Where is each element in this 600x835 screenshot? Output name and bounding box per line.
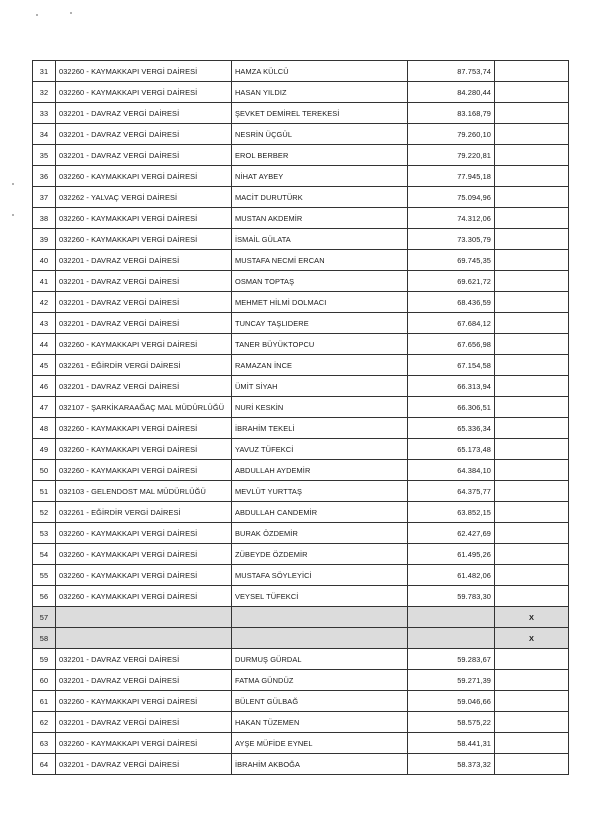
taxpayer-name-cell: FATMA GÜNDÜZ [232,670,408,691]
table-row [33,502,569,523]
mark-cell [495,586,569,607]
row-number: 55 [33,565,56,586]
amount-cell: 59.046,66 [408,691,495,712]
row-number: 58 [33,628,56,649]
table-row [33,460,569,481]
taxpayer-name-cell: BÜLENT GÜLBAĞ [232,691,408,712]
tax-office-cell: 032260 - KAYMAKKAPI VERGİ DAİRESİ [56,439,232,460]
table-row [33,649,569,670]
mark-cell [495,124,569,145]
tax-office-cell: 032260 - KAYMAKKAPI VERGİ DAİRESİ [56,544,232,565]
taxpayer-name-cell: MUSTAN AKDEMİR [232,208,408,229]
taxpayer-table [32,60,569,775]
taxpayer-name-cell: ABDULLAH CANDEMİR [232,502,408,523]
amount-cell: 77.945,18 [408,166,495,187]
taxpayer-name-cell: MUSTAFA NECMİ ERCAN [232,250,408,271]
amount-cell: 73.305,79 [408,229,495,250]
mark-cell: X [495,628,569,649]
mark-cell [495,670,569,691]
amount-cell: 66.313,94 [408,376,495,397]
taxpayer-name-cell: HAMZA KÜLCÜ [232,61,408,82]
tax-office-cell: 032260 - KAYMAKKAPI VERGİ DAİRESİ [56,166,232,187]
amount-cell: 58.373,32 [408,754,495,775]
taxpayer-name-cell: ABDULLAH AYDEMİR [232,460,408,481]
table-row [33,607,569,628]
scan-speck [70,12,72,14]
row-number: 50 [33,460,56,481]
table-row [33,166,569,187]
mark-cell [495,334,569,355]
row-number: 63 [33,733,56,754]
table-row [33,691,569,712]
mark-cell [495,313,569,334]
taxpayer-name-cell: NESRİN ÜÇGÜL [232,124,408,145]
row-number: 52 [33,502,56,523]
tax-office-cell: 032260 - KAYMAKKAPI VERGİ DAİRESİ [56,208,232,229]
taxpayer-name-cell: İSMAİL GÜLATA [232,229,408,250]
tax-office-cell: 032201 - DAVRAZ VERGİ DAİRESİ [56,124,232,145]
amount-cell: 64.375,77 [408,481,495,502]
tax-office-cell: 032260 - KAYMAKKAPI VERGİ DAİRESİ [56,334,232,355]
amount-cell: 67.684,12 [408,313,495,334]
table-row [33,586,569,607]
taxpayer-name-cell: DURMUŞ GÜRDAL [232,649,408,670]
amount-cell: 68.436,59 [408,292,495,313]
tax-office-cell: 032103 - GELENDOST MAL MÜDÜRLÜĞÜ [56,481,232,502]
table-row [33,712,569,733]
table-row [33,145,569,166]
tax-office-cell: 032201 - DAVRAZ VERGİ DAİRESİ [56,376,232,397]
taxpayer-name-cell [232,628,408,649]
table-row [33,376,569,397]
scan-speck [36,14,38,16]
tax-office-cell: 032261 - EĞİRDİR VERGİ DAİRESİ [56,502,232,523]
taxpayer-name-cell: EROL BERBER [232,145,408,166]
mark-cell [495,544,569,565]
table-row [33,670,569,691]
taxpayer-name-cell: RAMAZAN İNCE [232,355,408,376]
tax-office-cell: 032201 - DAVRAZ VERGİ DAİRESİ [56,292,232,313]
row-number: 34 [33,124,56,145]
mark-cell [495,649,569,670]
mark-cell [495,754,569,775]
row-number: 39 [33,229,56,250]
row-number: 31 [33,61,56,82]
tax-office-cell: 032260 - KAYMAKKAPI VERGİ DAİRESİ [56,565,232,586]
table-row [33,124,569,145]
scan-speck [12,183,14,185]
tax-office-cell: 032260 - KAYMAKKAPI VERGİ DAİRESİ [56,733,232,754]
taxpayer-name-cell: MEHMET HİLMİ DOLMACI [232,292,408,313]
amount-cell: 79.220,81 [408,145,495,166]
tax-office-cell: 032107 - ŞARKİKARAAĞAÇ MAL MÜDÜRLÜĞÜ [56,397,232,418]
amount-cell: 74.312,06 [408,208,495,229]
taxpayer-name-cell: MACİT DURUTÜRK [232,187,408,208]
tax-office-cell: 032201 - DAVRAZ VERGİ DAİRESİ [56,103,232,124]
mark-cell [495,103,569,124]
amount-cell: 83.168,79 [408,103,495,124]
table-row [33,292,569,313]
amount-cell: 59.783,30 [408,586,495,607]
amount-cell: 87.753,74 [408,61,495,82]
mark-cell [495,439,569,460]
mark-cell [495,565,569,586]
table-row [33,523,569,544]
mark-cell [495,250,569,271]
amount-cell: 75.094,96 [408,187,495,208]
taxpayer-name-cell: İBRAHİM TEKELİ [232,418,408,439]
amount-cell: 69.621,72 [408,271,495,292]
mark-cell [495,712,569,733]
amount-cell: 66.306,51 [408,397,495,418]
mark-cell [495,61,569,82]
table-row [33,187,569,208]
mark-cell [495,145,569,166]
mark-cell [495,418,569,439]
amount-cell: 63.852,15 [408,502,495,523]
taxpayer-name-cell: NURİ KESKİN [232,397,408,418]
taxpayer-name-cell: MEVLÜT YURTTAŞ [232,481,408,502]
amount-cell [408,607,495,628]
amount-cell: 84.280,44 [408,82,495,103]
mark-cell [495,691,569,712]
mark-cell [495,292,569,313]
taxpayer-name-cell: NİHAT AYBEY [232,166,408,187]
mark-cell [495,271,569,292]
row-number: 41 [33,271,56,292]
tax-office-cell: 032201 - DAVRAZ VERGİ DAİRESİ [56,670,232,691]
amount-cell: 58.575,22 [408,712,495,733]
tax-office-cell: 032201 - DAVRAZ VERGİ DAİRESİ [56,712,232,733]
table-row [33,439,569,460]
table-row [33,544,569,565]
tax-office-cell: 032260 - KAYMAKKAPI VERGİ DAİRESİ [56,460,232,481]
taxpayer-name-cell: ÜMİT SİYAH [232,376,408,397]
row-number: 42 [33,292,56,313]
mark-cell [495,502,569,523]
amount-cell: 64.384,10 [408,460,495,481]
taxpayer-name-cell: HAKAN TÜZEMEN [232,712,408,733]
row-number: 37 [33,187,56,208]
mark-cell [495,229,569,250]
amount-cell: 59.271,39 [408,670,495,691]
taxpayer-name-cell: YAVUZ TÜFEKCİ [232,439,408,460]
row-number: 51 [33,481,56,502]
row-number: 46 [33,376,56,397]
row-number: 57 [33,607,56,628]
row-number: 54 [33,544,56,565]
tax-office-cell: 032201 - DAVRAZ VERGİ DAİRESİ [56,313,232,334]
table-row [33,61,569,82]
row-number: 33 [33,103,56,124]
amount-cell: 65.336,34 [408,418,495,439]
row-number: 64 [33,754,56,775]
amount-cell: 79.260,10 [408,124,495,145]
amount-cell: 59.283,67 [408,649,495,670]
row-number: 36 [33,166,56,187]
tax-office-cell: 032261 - EĞİRDİR VERGİ DAİRESİ [56,355,232,376]
table-row [33,82,569,103]
tax-office-cell: 032201 - DAVRAZ VERGİ DAİRESİ [56,271,232,292]
row-number: 48 [33,418,56,439]
mark-cell [495,733,569,754]
tax-office-cell: 032260 - KAYMAKKAPI VERGİ DAİRESİ [56,82,232,103]
table-row [33,271,569,292]
row-number: 53 [33,523,56,544]
amount-cell: 61.495,26 [408,544,495,565]
taxpayer-name-cell: MUSTAFA SÖYLEYİCİ [232,565,408,586]
amount-cell: 69.745,35 [408,250,495,271]
row-number: 44 [33,334,56,355]
table-row [33,565,569,586]
table-row [33,733,569,754]
table-row [33,250,569,271]
tax-office-cell: 032201 - DAVRAZ VERGİ DAİRESİ [56,250,232,271]
table-body [33,61,569,775]
taxpayer-name-cell: İBRAHİM AKBOĞA [232,754,408,775]
taxpayer-name-cell: ZÜBEYDE ÖZDEMİR [232,544,408,565]
taxpayer-name-cell: ŞEVKET DEMİREL TEREKESİ [232,103,408,124]
tax-office-cell: 032201 - DAVRAZ VERGİ DAİRESİ [56,145,232,166]
mark-cell [495,355,569,376]
amount-cell: 62.427,69 [408,523,495,544]
table-row [33,103,569,124]
tax-office-cell: 032260 - KAYMAKKAPI VERGİ DAİRESİ [56,691,232,712]
row-number: 35 [33,145,56,166]
table-row [33,397,569,418]
table-row [33,418,569,439]
mark-cell [495,82,569,103]
row-number: 40 [33,250,56,271]
mark-cell [495,397,569,418]
amount-cell: 65.173,48 [408,439,495,460]
amount-cell [408,628,495,649]
row-number: 61 [33,691,56,712]
tax-office-cell: 032260 - KAYMAKKAPI VERGİ DAİRESİ [56,523,232,544]
amount-cell: 58.441,31 [408,733,495,754]
table-row [33,229,569,250]
scan-speck [12,214,14,216]
table-row [33,355,569,376]
row-number: 49 [33,439,56,460]
mark-cell [495,481,569,502]
taxpayer-name-cell: OSMAN TOPTAŞ [232,271,408,292]
row-number: 32 [33,82,56,103]
tax-office-cell: 032260 - KAYMAKKAPI VERGİ DAİRESİ [56,61,232,82]
taxpayer-name-cell: TUNCAY TAŞLIDERE [232,313,408,334]
table-row [33,628,569,649]
mark-cell [495,166,569,187]
amount-cell: 61.482,06 [408,565,495,586]
row-number: 43 [33,313,56,334]
tax-office-cell: 032262 - YALVAÇ VERGİ DAİRESİ [56,187,232,208]
tax-office-cell: 032260 - KAYMAKKAPI VERGİ DAİRESİ [56,586,232,607]
row-number: 62 [33,712,56,733]
mark-cell [495,523,569,544]
row-number: 38 [33,208,56,229]
taxpayer-name-cell: BURAK ÖZDEMİR [232,523,408,544]
table-row [33,754,569,775]
table-row [33,334,569,355]
tax-office-cell [56,628,232,649]
row-number: 47 [33,397,56,418]
table-row [33,313,569,334]
row-number: 56 [33,586,56,607]
tax-office-cell: 032260 - KAYMAKKAPI VERGİ DAİRESİ [56,418,232,439]
tax-office-cell: 032201 - DAVRAZ VERGİ DAİRESİ [56,649,232,670]
table-row [33,208,569,229]
tax-office-cell [56,607,232,628]
taxpayer-name-cell [232,607,408,628]
taxpayer-name-cell: VEYSEL TÜFEKCİ [232,586,408,607]
mark-cell [495,187,569,208]
row-number: 45 [33,355,56,376]
mark-cell [495,460,569,481]
row-number: 60 [33,670,56,691]
tax-office-cell: 032260 - KAYMAKKAPI VERGİ DAİRESİ [56,229,232,250]
tax-office-cell: 032201 - DAVRAZ VERGİ DAİRESİ [56,754,232,775]
amount-cell: 67.154,58 [408,355,495,376]
amount-cell: 67.656,98 [408,334,495,355]
mark-cell: X [495,607,569,628]
taxpayer-name-cell: AYŞE MÜFİDE EYNEL [232,733,408,754]
row-number: 59 [33,649,56,670]
table-row [33,481,569,502]
mark-cell [495,376,569,397]
taxpayer-name-cell: TANER BÜYÜKTOPCU [232,334,408,355]
taxpayer-name-cell: HASAN YILDIZ [232,82,408,103]
mark-cell [495,208,569,229]
